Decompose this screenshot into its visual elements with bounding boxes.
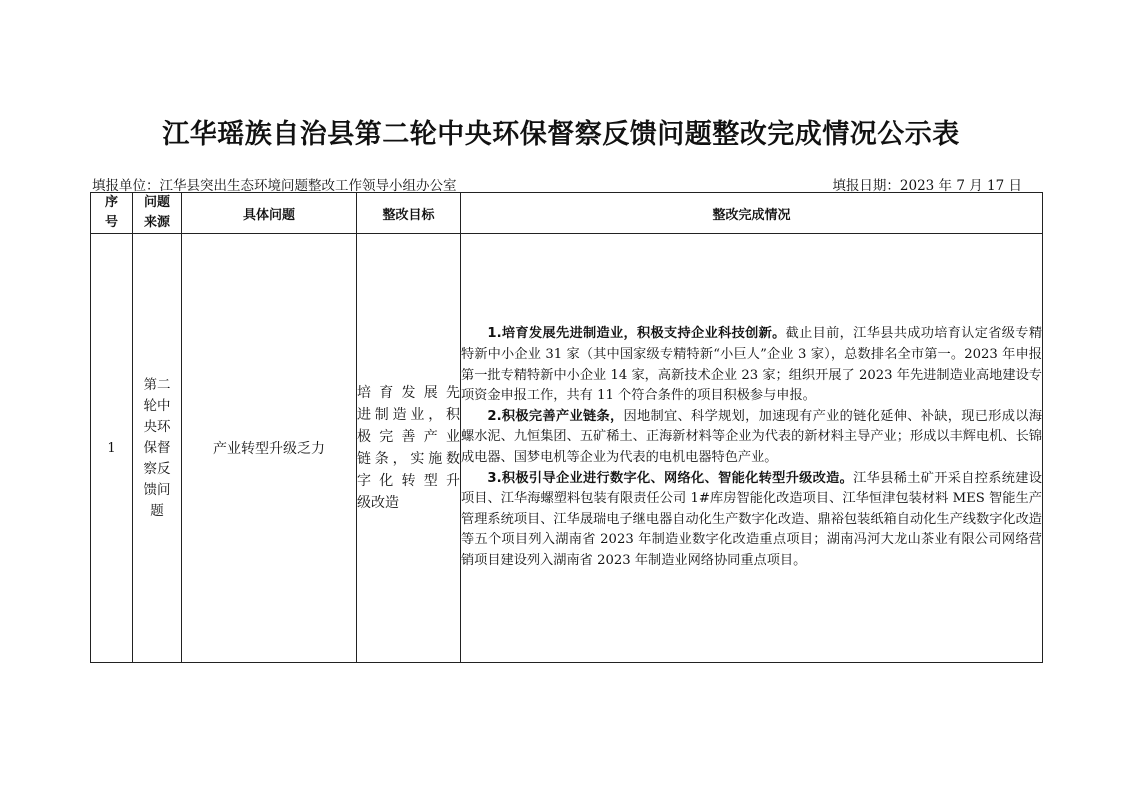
source-line: 央环 [143, 418, 171, 435]
source-line: 察反 [143, 460, 171, 477]
source-line: 轮中 [143, 397, 171, 414]
page-title: 江华瑶族自治县第二轮中央环保督察反馈问题整改完成情况公示表 [162, 119, 960, 150]
goal-line: 进制造业，积 [357, 407, 460, 423]
header-problem: 具体问题 [182, 193, 357, 234]
table-row [91, 234, 1043, 663]
table-header-row [91, 193, 1043, 234]
row-seq: 1 [91, 234, 133, 663]
status-paragraph [461, 469, 1042, 572]
row-status [461, 234, 1043, 663]
header-source-line: 来源 [143, 215, 170, 230]
header-seq [91, 193, 133, 234]
goal-line: 链条，实施数 [357, 451, 460, 467]
header-seq-line: 号 [104, 215, 118, 230]
header-status: 整改完成情况 [461, 193, 1043, 234]
goal-line: 培育发展先 [357, 385, 460, 401]
status-heading: 2.积极完善产业链条， [487, 408, 624, 424]
status-heading: 3.积极引导企业进行数字化、网络化、智能化转型升级改造。 [487, 470, 854, 486]
status-text: 截止目前，江华县共成功培育认定省级专精特新中小企业 31 家（其中国家级专精特新“小巨人”企业 3 家），总数排名全市第一。2023 年申报第一批专精特新中小企业 14 家，高新技术企业 23 家；组织开展了 2023 年先进制造业高地建设专项资金申报工作，共有 11 个符合条件的项目积极参与申报。 [461, 326, 1043, 404]
header-source-line: 问题 [143, 195, 170, 210]
reporting-unit: 填报单位：江华县突出生态环境问题整改工作领导小组办公室 [92, 178, 457, 194]
source-line: 保督 [143, 439, 171, 456]
goal-line: 级改造 [357, 495, 399, 511]
reporting-date: 填报日期：2023 年 7 月 17 日 [832, 178, 1022, 194]
goal-line: 极完善产业 [357, 429, 460, 445]
status-text: 因地制宜、科学规划，加速现有产业的链化延伸、补缺，现已形成以海螺水泥、九恒集团、五矿稀土、正海新材料等企业为代表的新材料主导产业；形成以丰辉电机、长锦成电器、国梦电机等企业为代表的电机电器特色产业。 [461, 408, 1043, 465]
source-line: 题 [150, 502, 164, 519]
header-goal: 整改目标 [357, 193, 461, 234]
row-source [133, 234, 182, 663]
source-line: 馈问 [143, 481, 171, 498]
header-source [133, 193, 182, 234]
status-heading: 1.培育发展先进制造业，积极支持企业科技创新。 [487, 326, 786, 342]
header-seq-line: 序 [104, 195, 118, 210]
source-line: 第二 [143, 376, 171, 393]
goal-line: 字化转型升 [357, 473, 460, 489]
row-problem: 产业转型升级乏力 [182, 234, 357, 663]
row-goal [357, 234, 461, 663]
status-paragraph [461, 407, 1042, 469]
status-paragraph [461, 324, 1042, 406]
status-text: 江华县稀土矿开采自控系统建设项目、江华海螺塑料包装有限责任公司 1#库房智能化改造项目、江华恒津包装材料 MES 智能生产管理系统项目、江华晟瑞电子继电器自动化生产数字化改造、鼎裕包装纸箱自动化生产线数字化改造等五个项目列入湖南省 2023 年制造业数字化改造重点项目；湖南冯河大龙山茶业有限公司网络营销项目建设列入湖南省 2023 年制造业网络协同重点项目。 [461, 470, 1042, 568]
rectification-table [90, 192, 1043, 663]
